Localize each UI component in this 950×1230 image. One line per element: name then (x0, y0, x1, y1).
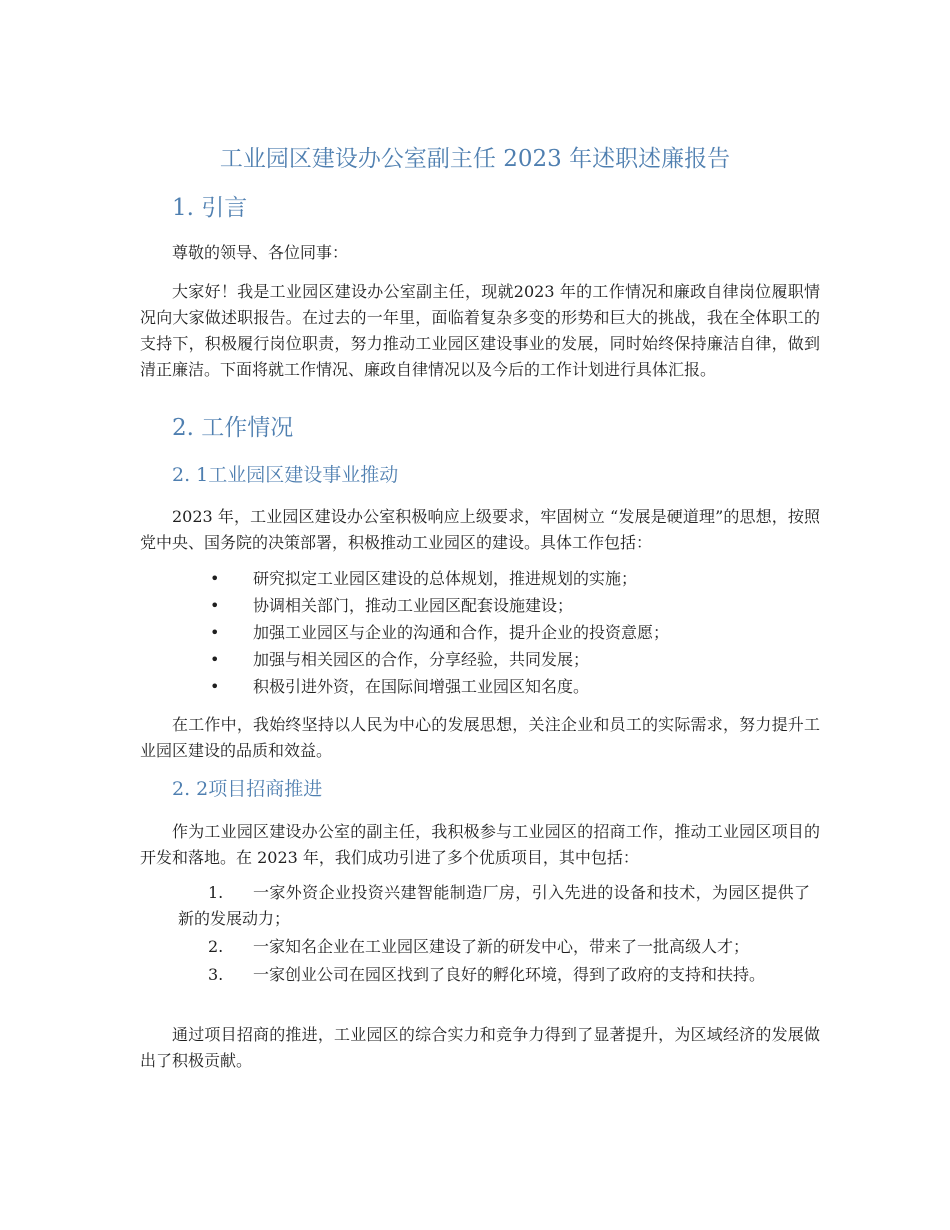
sub1-paragraph: 2023 年，工业园区建设办公室积极响应上级要求，牢固树立 “发展是硬道理”的思想，按照党中央、国务院的决策部署，积极推动工业园区的建设。具体工作包括： (140, 507, 820, 552)
bullet-text: 加强与相关园区的合作，分享经验，共同发展； (253, 650, 590, 669)
list-number: 2. (208, 937, 224, 956)
bullet-text: 协调相关部门，推动工业园区配套设施建设； (253, 596, 574, 615)
list-item (0, 934, 950, 960)
list-item (0, 673, 950, 700)
list-item-text: 一家知名企业在工业园区建设了新的研发中心，带来了一批高级人才； (253, 937, 750, 956)
heading-sub1: 2. 1工业园区建设事业推动 (172, 464, 399, 486)
bullet-text: 积极引进外资，在国际间增强工业园区知名度。 (253, 677, 590, 696)
sub2-paragraph: 作为工业园区建设办公室的副主任，我积极参与工业园区的招商工作，推动工业园区项目的开发和落地。在 2023 年，我们成功引进了多个优质项目，其中包括： (140, 822, 820, 867)
list-item (0, 880, 950, 932)
list-item (0, 592, 950, 619)
list-item (0, 619, 950, 646)
bullet-icon: • (210, 677, 220, 696)
bullet-text: 加强工业园区与企业的沟通和合作，提升企业的投资意愿； (253, 623, 670, 642)
sub1-bullet-list (0, 565, 950, 700)
list-item (0, 565, 950, 592)
bullet-icon: • (210, 569, 220, 588)
list-item (0, 962, 950, 988)
greeting-paragraph: 尊敬的领导、各位同事： (172, 243, 349, 262)
bullet-icon: • (210, 623, 220, 642)
sub2-numbered-list (0, 880, 950, 990)
bullet-icon: • (210, 596, 220, 615)
heading-sub2: 2. 2项目招商推进 (172, 778, 323, 800)
page-title: 工业园区建设办公室副主任 2023 年述职述廉报告 (219, 146, 731, 172)
sub1-after-paragraph: 在工作中，我始终坚持以人民为中心的发展思想，关注企业和员工的实际需求，努力提升工业园区建设的品质和效益。 (140, 715, 820, 760)
list-number: 3. (208, 965, 224, 984)
list-item-text: 一家外资企业投资兴建智能制造厂房，引入先进的设备和技术，为园区提供了新的发展动力； (178, 883, 810, 928)
bullet-text: 研究拟定工业园区建设的总体规划，推进规划的实施； (253, 569, 638, 588)
list-item (0, 646, 950, 673)
heading-intro: 1. 引言 (172, 195, 248, 221)
intro-paragraph: 大家好！我是工业园区建设办公室副主任，现就2023 年的工作情况和廉政自律岗位履职情况向大家做述职报告。在过去的一年里，面临着复杂多变的形势和巨大的挑战，我在全体职工的支持下，积极履行岗位职责，努力推动工业园区建设事业的发展，同时始终保持廉洁自律，做到清正廉洁。下面将就工作情况、廉政自律情况以及今后的工作计划进行具体汇报。 (140, 282, 820, 379)
list-item-text: 一家创业公司在园区找到了良好的孵化环境，得到了政府的支持和扶持。 (253, 965, 766, 984)
list-number: 1. (208, 883, 224, 902)
heading-work: 2. 工作情况 (172, 415, 294, 441)
bullet-icon: • (210, 650, 220, 669)
sub2-after-paragraph: 通过项目招商的推进，工业园区的综合实力和竞争力得到了显著提升，为区域经济的发展做出了积极贡献。 (140, 1025, 820, 1070)
